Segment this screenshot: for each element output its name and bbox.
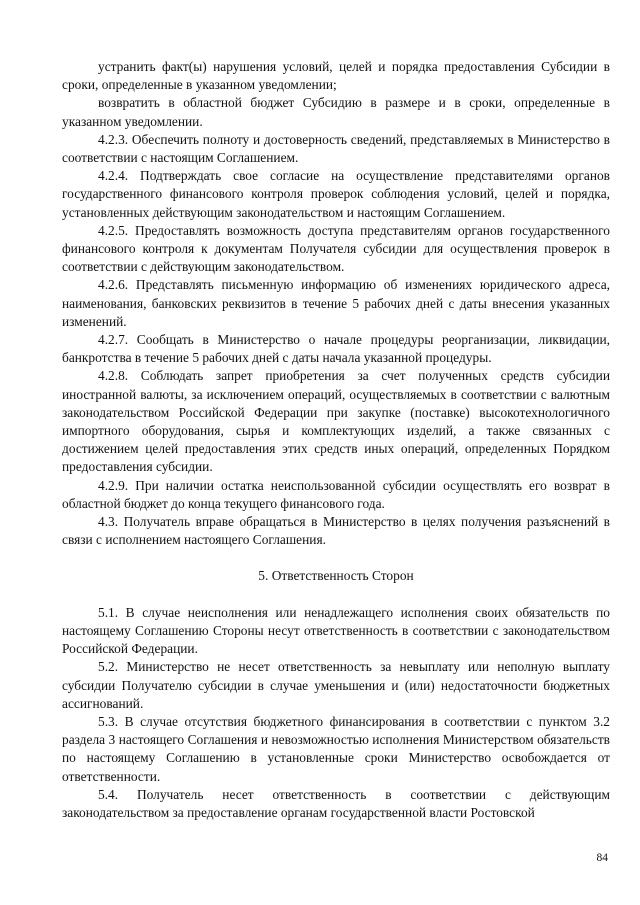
paragraph-4-2-6: 4.2.6. Представлять письменную информацию об изменениях юридического адреса, наименования, банковских реквизитов в течение 5 рабочих дней с даты внесения указанных изменений. <box>62 277 610 329</box>
paragraph-5-4: 5.4. Получатель несет ответственность в соответствии с действующим законодательством за предоставление органам государственной власти Ростовской <box>62 786 610 820</box>
paragraph-5-1: 5.1. В случае неисполнения или ненадлежащего исполнения своих обязательств по настоящему Соглашению Стороны несут ответственность в соответствии с законодательством Российской Федерации. <box>62 604 610 657</box>
paragraph-4-2-3: 4.2.3. Обеспечить полноту и достоверность сведений, представляемых в Министерство в соответствии с настоящим Соглашением. <box>62 131 610 166</box>
paragraph-4-2-5: 4.2.5. Предоставлять возможность доступа представителям органов государственного финансового контроля к документам Получателя субсидии для осуществления проверок в соответствии с действующим законодательством. <box>62 222 610 275</box>
paragraph-4-2-4: 4.2.4. Подтверждать свое согласие на осуществление представителями органов государственного финансового контроля проверок соблюдения условий, целей и порядка, установленных действующим законодательством и настоящим Соглашением. <box>62 168 610 220</box>
paragraph-4-2-8: 4.2.8. Соблюдать запрет приобретения за счет полученных средств субсидии иностранной валюты, за исключением операций, осуществляемых в соответствии с валютным законодательством Российской Федерации при закупке (поставке) высокотехнологичного импортного оборудования, сырья и комплектующих изделий, а также связанных с достижением целей предоставления этих средств иных операций, определенных Порядком предоставления субсидии. <box>62 368 610 475</box>
paragraph-4-3: 4.3. Получатель вправе обращаться в Министерство в целях получения разъяснений в связи с исполнением настоящего Соглашения. <box>62 514 610 548</box>
page-number: 84 <box>596 852 608 864</box>
paragraph-4-2-7: 4.2.7. Сообщать в Министерство о начале процедуры реорганизации, ликвидации, банкротства в течение 5 рабочих дней с даты начала указанной процедуры. <box>62 332 610 366</box>
paragraph-4-2-9: 4.2.9. При наличии остатка неиспользованной субсидии осуществлять его возврат в областной бюджет до конца текущего финансового года. <box>62 477 610 511</box>
paragraph-subsidy-return: возвратить в областной бюджет Субсидию в размере и в сроки, определенные в указанном уведомлении. <box>62 95 610 129</box>
paragraph-violation-remedy: устранить факт(ы) нарушения условий, целей и порядка предоставления Субсидии в сроки, определенные в указанном уведомлении; <box>62 59 610 93</box>
section-heading: 5. Ответственность Сторон <box>258 568 414 584</box>
paragraph-5-2: 5.2. Министерство не несет ответственность за невыплату или неполную выплату субсидии Получателю субсидии в случае уменьшения и (или) недостаточности бюджетных ассигнований. <box>62 659 610 711</box>
document-body <box>62 58 610 822</box>
paragraph-5-3: 5.3. В случае отсутствия бюджетного финансирования в соответствии с пунктом 3.2 раздела 3 настоящего Соглашения и невозможностью исполнения Министерством обязательств по настоящему Соглашению в установленные сроки Министерство освобождается от ответственности. <box>62 713 610 784</box>
